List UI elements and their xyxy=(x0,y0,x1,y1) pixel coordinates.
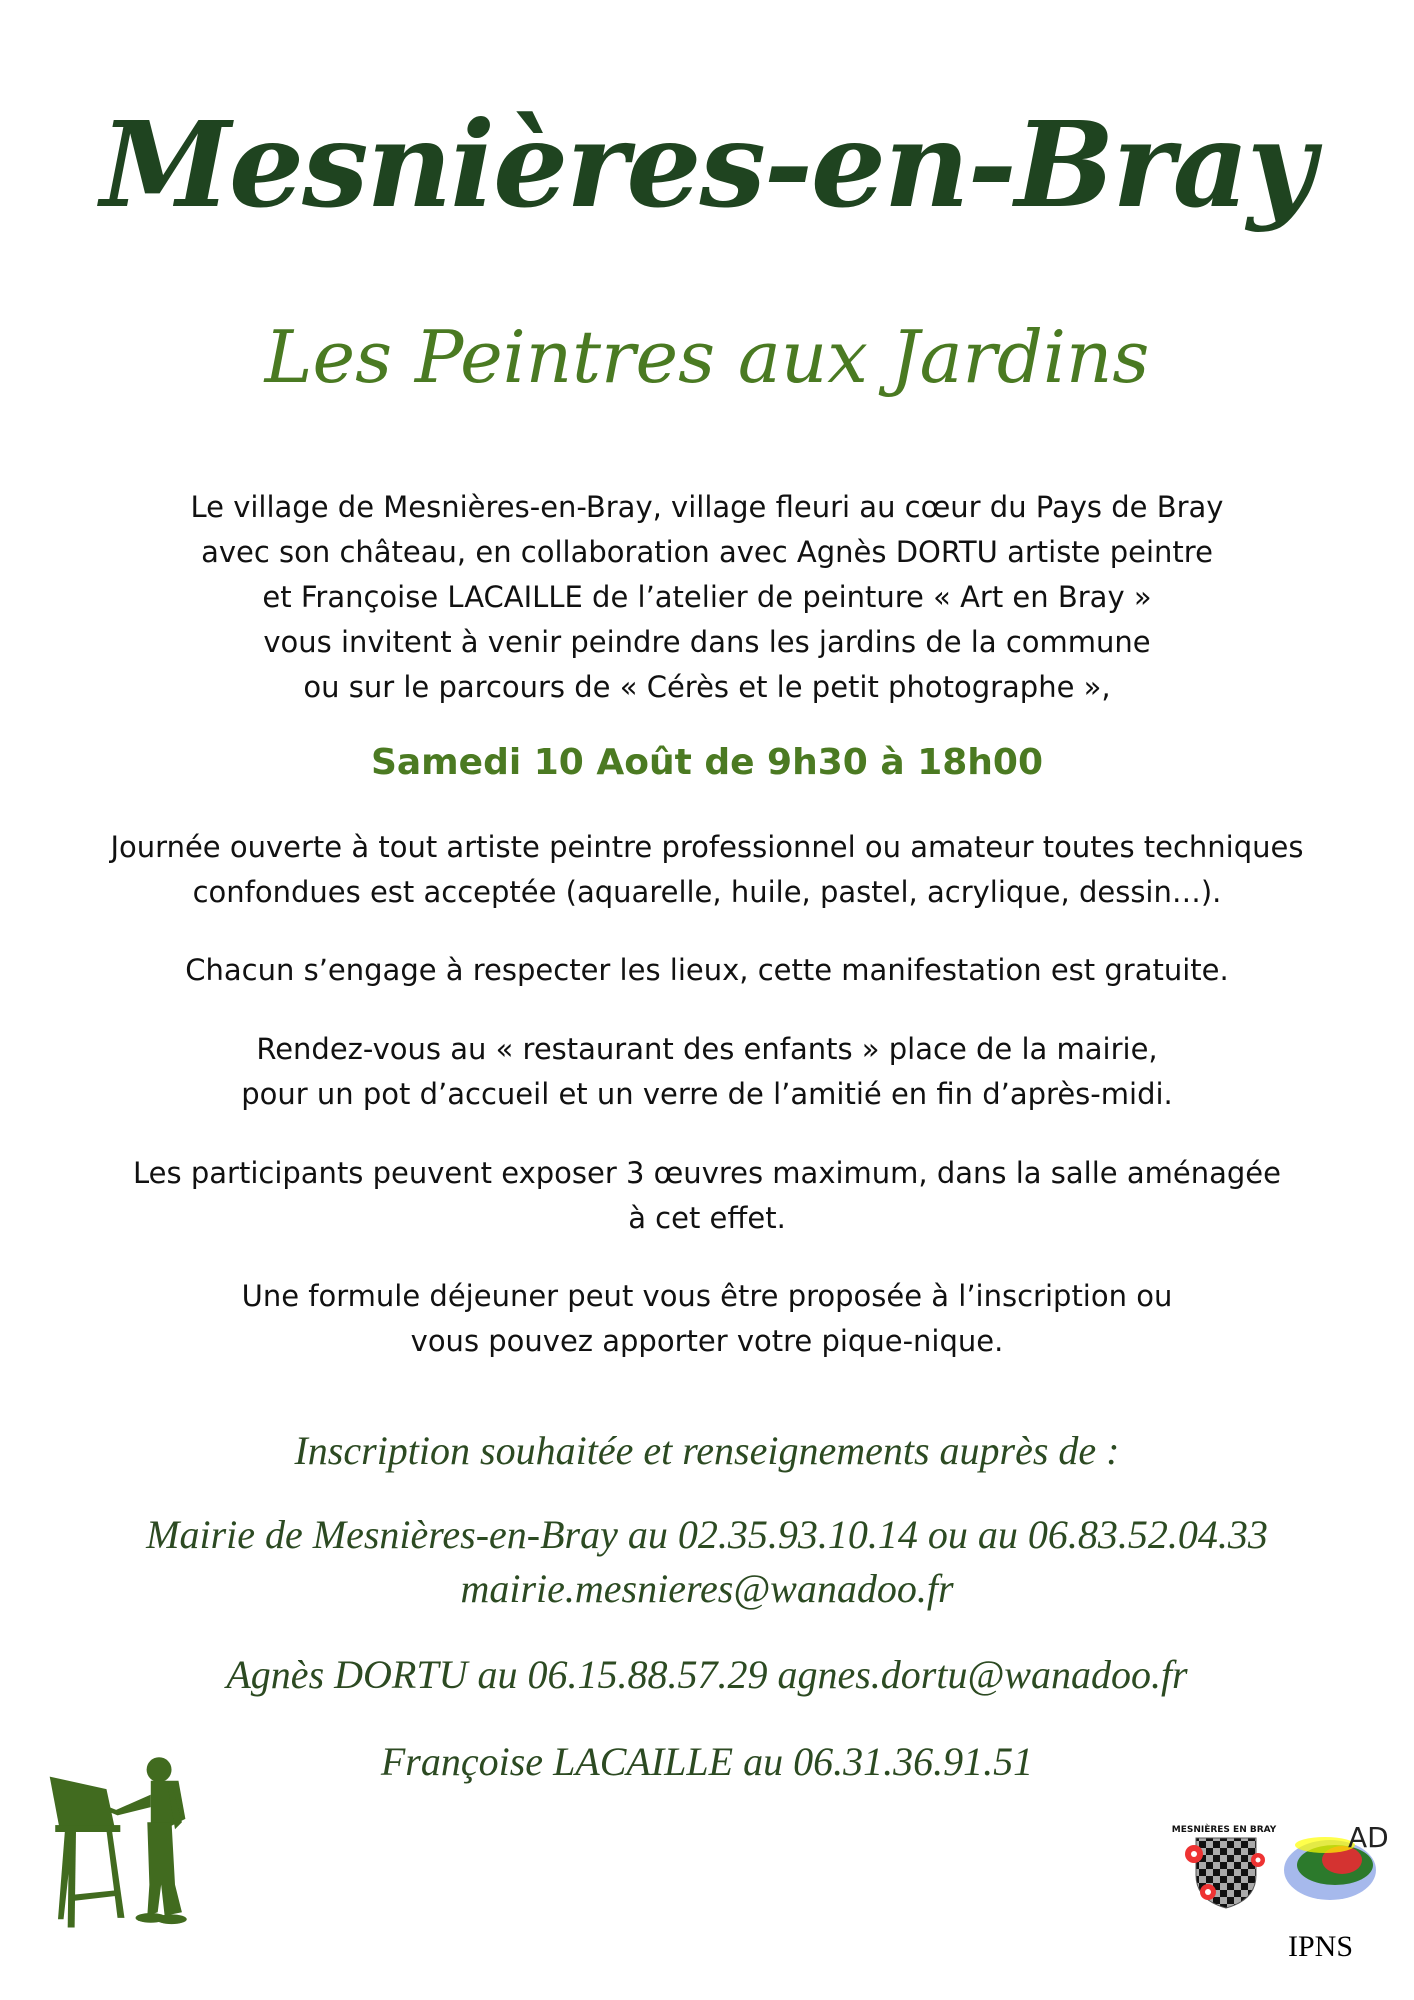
contact-mairie xyxy=(0,1508,1414,1616)
logo-text: MESNIÈRES EN BRAY xyxy=(1171,1825,1277,1835)
text-line: Chacun s’engage à respecter les lieux, cette manifestation est gratuite. xyxy=(185,953,1229,987)
text-line: pour un pot d’accueil et un verre de l’amitié en fin d’après-midi. xyxy=(241,1077,1173,1111)
paragraph-open xyxy=(0,825,1414,915)
contact-agnes: Agnès DORTU au 06.15.88.57.29 agnes.dortu@wanadoo.fr xyxy=(226,1652,1188,1697)
text-line: Rendez-vous au « restaurant des enfants » place de la mairie, xyxy=(256,1032,1158,1066)
text-line: vous pouvez apporter votre pique-nique. xyxy=(410,1324,1004,1358)
text-line: confondues est acceptée (aquarelle, huile, pastel, acrylique, dessin…). xyxy=(192,875,1222,909)
ad-logo-text: AD xyxy=(1348,1821,1389,1854)
intro-line: et Françoise LACAILLE de l’atelier de peinture « Art en Bray » xyxy=(262,580,1152,614)
page-title: Mesnières-en-Bray xyxy=(100,95,1314,234)
text-line: Les participants peuvent exposer 3 œuvres maximum, dans la salle aménagée xyxy=(133,1156,1281,1190)
paragraph-meeting xyxy=(0,1027,1414,1117)
paragraph-free xyxy=(0,948,1414,993)
mairie-email[interactable]: mairie.mesnieres@wanadoo.fr xyxy=(460,1566,954,1611)
intro-line: vous invitent à venir peindre dans les jardins de la commune xyxy=(263,625,1151,659)
ad-art-logo xyxy=(1280,1815,1389,1915)
paragraph-exhibit xyxy=(0,1151,1414,1241)
text-line: Journée ouverte à tout artiste peintre professionnel ou amateur toutes techniques xyxy=(110,830,1304,864)
intro-line: avec son château, en collaboration avec Agnès DORTU artiste peintre xyxy=(201,535,1213,569)
text-line: à cet effet. xyxy=(628,1201,786,1235)
text-line: Une formule déjeuner peut vous être proposée à l’inscription ou xyxy=(241,1279,1173,1313)
commune-coat-of-arms-logo xyxy=(1171,1820,1277,1912)
painter-silhouette-icon xyxy=(40,1715,220,1985)
contact-heading: Inscription souhaitée et renseignements auprès de : xyxy=(294,1428,1120,1473)
intro-line: ou sur le parcours de « Cérès et le petit photographe », xyxy=(303,670,1111,704)
event-subtitle: Les Peintres aux Jardins xyxy=(264,315,1150,399)
ipns-label: IPNS xyxy=(1288,1930,1354,1963)
intro-paragraph xyxy=(0,485,1414,710)
intro-line: Le village de Mesnières-en-Bray, village fleuri au cœur du Pays de Bray xyxy=(190,490,1224,524)
event-date: Samedi 10 Août de 9h30 à 18h00 xyxy=(370,742,1044,783)
paragraph-lunch xyxy=(0,1274,1414,1364)
mairie-phone: Mairie de Mesnières-en-Bray au 02.35.93.10.14 ou au 06.83.52.04.33 xyxy=(146,1512,1268,1557)
contact-francoise: Françoise LACAILLE au 06.31.36.91.51 xyxy=(380,1739,1034,1784)
